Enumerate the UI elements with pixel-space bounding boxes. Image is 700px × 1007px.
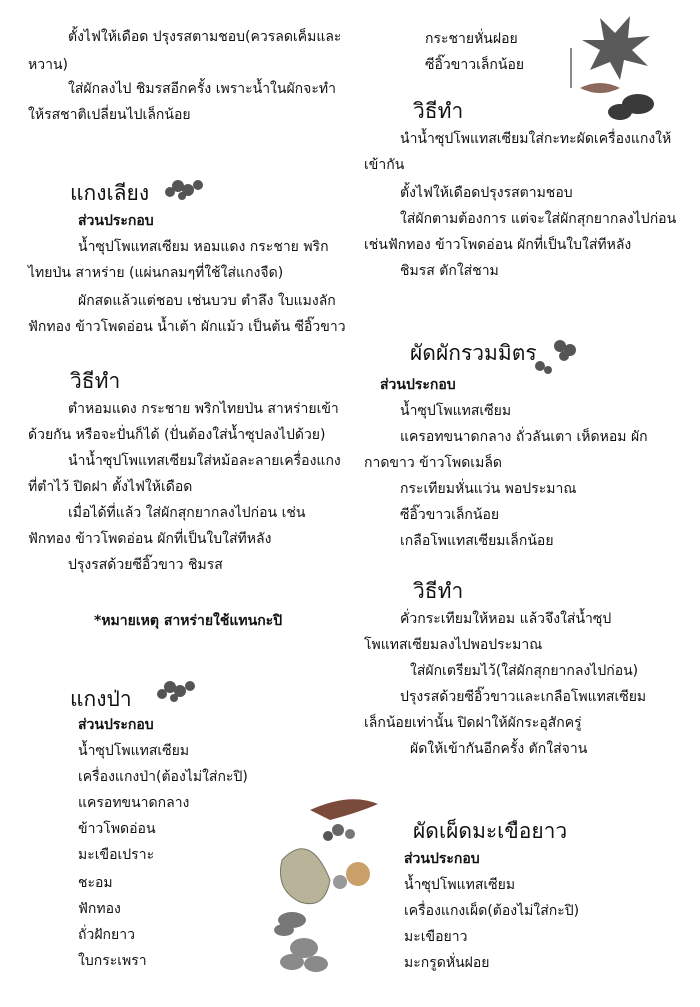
method-line: เล็กน้อยเท่านั้น ปิดฝาให้ผักระอุสักครู่ (364, 715, 582, 731)
ingredient-line: ผักสดแล้วแต่ชอบ เช่นบวบ ตำลึง ใบแมงลัก (78, 293, 336, 309)
method-line: ด้วยกัน หรือจะปั่นก็ได้ (ปั่นต้องใส่น้ำซุปลงไปด้วย) (28, 427, 326, 443)
ingredient-line: แครอทขนาดกลาง (78, 795, 190, 811)
ingredient-line: น้ำซุปโพแทสเซียม หอมแดง กระชาย พริก (78, 239, 329, 255)
pad-phet-ingredients-heading: ส่วนประกอบ (404, 851, 480, 867)
ingredient-line: ฟักทอง (78, 901, 121, 917)
method-line: ปรุงรสด้วยซีอิ๊วขาวและเกลือโพแทสเซียม (400, 689, 647, 705)
method-line: นำน้ำซุปโพแทสเซียมใส่หม้อละลายเครื่องแกง (68, 453, 341, 469)
kaeng-liang-title: แกงเลียง (70, 181, 150, 205)
ingredient-line: น้ำซุปโพแทสเซียม (404, 877, 516, 893)
top-item: กระชายหั่นฝอย (425, 31, 518, 47)
ingredient-line: กระเทียมหั่นแว่น พอประมาณ (400, 481, 577, 497)
ingredient-line: น้ำซุปโพแทสเซียม (400, 403, 512, 419)
ingredient-line: มะกรูดหั่นฝอย (404, 955, 490, 971)
intro-line: ใส่ผักลงไป ชิมรสอีกครั้ง เพราะน้ำในผักจะทำ (68, 81, 336, 97)
method-line: ใส่ผักเตรียมไว้(ใส่ผักสุกยากลงไปก่อน) (410, 663, 639, 679)
ingredient-line: น้ำซุปโพแทสเซียม (78, 743, 190, 759)
intro-line: ให้รสชาติเปลี่ยนไปเล็กน้อย (28, 107, 191, 123)
method-line: ตำหอมแดง กระชาย พริกไทยป่น สาหร่ายเข้า (68, 401, 339, 417)
method-line: เมื่อได้ที่แล้ว ใส่ผักสุกยากลงไปก่อน เช่น (68, 505, 306, 521)
ingredient-line: มะเขือเปราะ (78, 847, 155, 863)
pad-pak-title: ผัดผักรวมมิตร (410, 341, 537, 365)
ingredient-line: เกลือโพแทสเซียมเล็กน้อย (400, 533, 554, 549)
ingredient-line: เครื่องแกงป่า(ต้องไม่ใส่กะปิ) (78, 769, 248, 785)
intro-line: ตั้งไฟให้เดือด ปรุงรสตามชอบ(ควรลดเค็มและ (68, 29, 342, 45)
method-line: ผัดให้เข้ากันอีกครั้ง ตักใส่จาน (410, 741, 588, 757)
method-line: ฟักทอง ข้าวโพดอ่อน ผักที่เป็นใบใส่ทีหลัง (28, 531, 272, 547)
method-line: ที่ตำไว้ ปิดฝา ตั้งไฟให้เดือด (28, 479, 193, 495)
herb-icon (150, 676, 202, 706)
herb-icon (526, 332, 582, 378)
kaeng-pa-ingredients-heading: ส่วนประกอบ (78, 717, 154, 733)
herb-icon (160, 176, 210, 204)
ingredient-line: ถั่วฝักยาว (78, 927, 135, 943)
ingredient-line: แครอทขนาดกลาง ถั่วลันเตา เห็ดหอม ผัก (400, 429, 648, 445)
method-line: นำน้ำซุปโพแทสเซียมใส่กะทะผัดเครื่องแกงให้ (400, 131, 672, 147)
method-line: ปรุงรสด้วยซีอิ๊วขาว ชิมรส (68, 557, 223, 573)
vegetables-illustration (270, 790, 390, 980)
method-line: เช่นฟักทอง ข้าวโพดอ่อน ผักที่เป็นใบใส่ทีหลัง (364, 237, 632, 253)
ingredient-line: ชะอม (78, 875, 113, 891)
pad-pak-ingredients-heading: ส่วนประกอบ (380, 377, 456, 393)
method-line: ชิมรส ตักใส่ชาม (400, 263, 499, 279)
ingredient-line: มะเขือยาว (404, 929, 468, 945)
kaeng-liang-ingredients-heading: ส่วนประกอบ (78, 213, 154, 229)
pad-phet-title: ผัดเผ็ดมะเขือยาว (413, 819, 568, 843)
kaeng-liang-method-heading: วิธีทำ (70, 369, 121, 393)
method-line: ใส่ผักตามต้องการ แต่จะใส่ผักสุกยากลงไปก่อน (400, 211, 677, 227)
ingredient-line: ไทยป่น สาหร่าย (แผ่นกลมๆที่ใช้ใส่แกงจืด) (28, 265, 284, 281)
ingredient-line: ข้าวโพดอ่อน (78, 821, 156, 837)
pad-pak-method-heading: วิธีทำ (413, 579, 464, 603)
ingredient-line: เครื่องแกงเผ็ด(ต้องไม่ใส่กะปิ) (404, 903, 580, 919)
kaeng-pa-title: แกงป่า (70, 687, 132, 711)
intro-line: หวาน) (28, 57, 68, 73)
ingredient-line: กาดขาว ข้าวโพดเมล็ด (364, 455, 502, 471)
ingredient-line: ใบกระเพรา (78, 953, 147, 969)
method-line: เข้ากัน (364, 157, 405, 173)
herbs-illustration (560, 8, 680, 126)
top-item: ซีอิ๊วขาวเล็กน้อย (425, 57, 525, 73)
method-line: โพแทสเซียมลงไปพอประมาณ (364, 637, 543, 653)
method-line: ตั้งไฟให้เดือดปรุงรสตามชอบ (400, 185, 573, 201)
note: *หมายเหตุ สาหร่ายใช้แทนกะปิ (94, 613, 283, 629)
ingredient-line: ฟักทอง ข้าวโพดอ่อน น้ำเต้า ผักแม้ว เป็นต้น ซีอิ๊วขาว (28, 319, 346, 335)
method-line: คั่วกระเทียมให้หอม แล้วจึงใส่น้ำซุป (400, 611, 612, 627)
ingredient-line: ซีอิ๊วขาวเล็กน้อย (400, 507, 500, 523)
method-heading: วิธีทำ (413, 99, 464, 123)
